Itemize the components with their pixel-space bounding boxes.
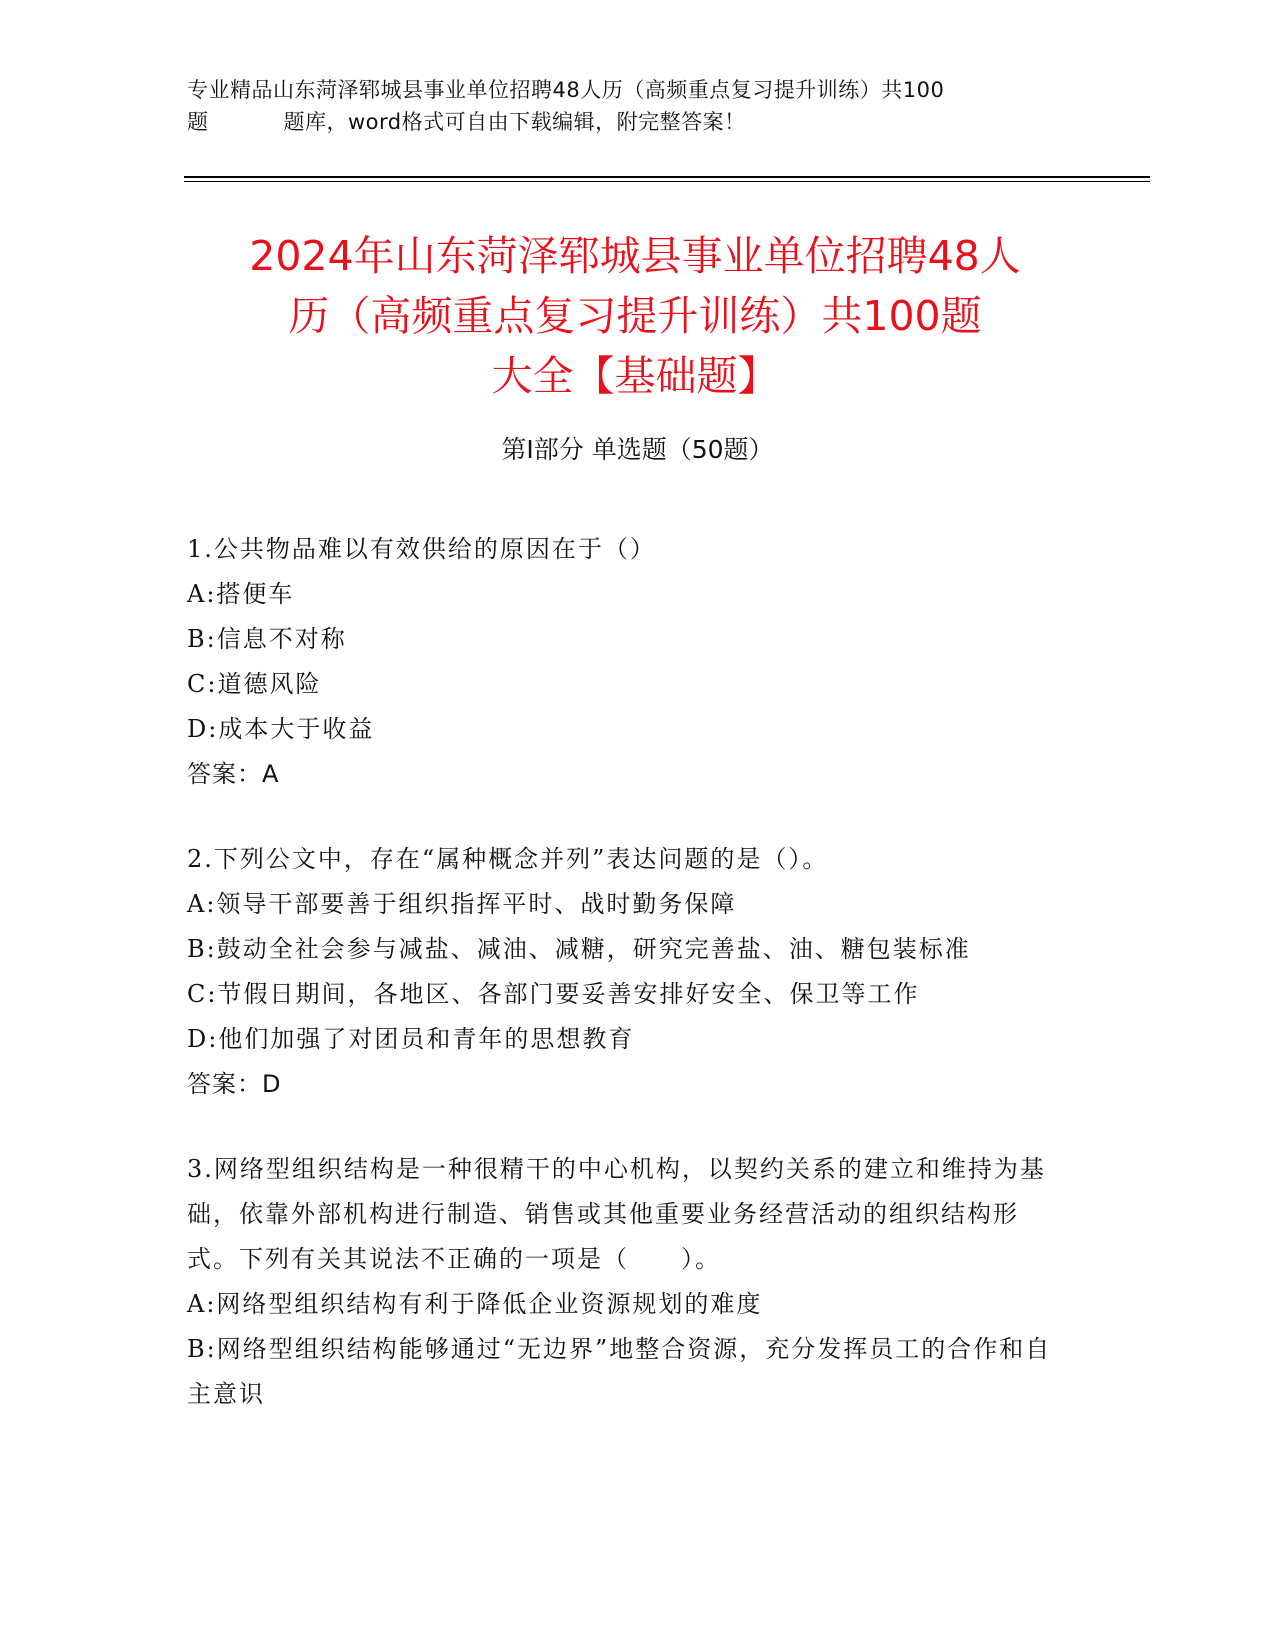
option-c: C:道德风险: [187, 670, 322, 698]
header-line-2-rest: 题库，word格式可自由下载编辑，附完整答案！: [283, 110, 746, 134]
option-b: B:信息不对称: [187, 625, 347, 653]
question-2: [187, 837, 1067, 1107]
title-line-2: 历（高频重点复习提升训练）共100题: [288, 292, 982, 340]
question-3: [187, 1147, 1067, 1417]
option-a: A:领导干部要善于组织指挥平时、战时勤务保障: [187, 890, 737, 918]
header-line-2: [187, 106, 1067, 138]
question-stem: 2.下列公文中，存在“属种概念并列”表达问题的是（）。: [187, 845, 829, 873]
question-list: [187, 527, 1067, 1457]
option-c: C:节假日期间，各地区、各部门要妥善安排好安全、保卫等工作: [187, 980, 920, 1008]
title-line-3: 大全【基础题】: [491, 352, 779, 400]
option-d: D:成本大于收益: [187, 715, 375, 743]
header-divider: [184, 176, 1150, 182]
answer: 答案：A: [187, 760, 280, 788]
option-b: B:网络型组织结构能够通过“无边界”地整合资源，充分发挥员工的合作和自主意识: [187, 1335, 1052, 1408]
answer: 答案：D: [187, 1070, 282, 1098]
question-1: [187, 527, 1067, 797]
question-stem: 3.网络型组织结构是一种很精干的中心机构，以契约关系的建立和维持为基础，依靠外部机构进行制造、销售或其他重要业务经营活动的组织结构形式。下列有关其说法不正确的一项是（ ）。: [187, 1155, 1046, 1273]
question-stem: 1.公共物品难以有效供给的原因在于（）: [187, 535, 656, 563]
option-a: A:搭便车: [187, 580, 295, 608]
option-a: A:网络型组织结构有利于降低企业资源规划的难度: [187, 1290, 763, 1318]
option-d: D:他们加强了对团员和青年的思想教育: [187, 1025, 635, 1053]
document-title: [120, 226, 1150, 406]
page-header: [187, 74, 1067, 138]
title-line-1: 2024年山东菏泽郓城县事业单位招聘48人: [249, 232, 1021, 280]
section-heading: 第Ⅰ部分 单选题（50题）: [501, 435, 774, 464]
option-b: B:鼓动全社会参与减盐、减油、减糖，研究完善盐、油、糖包装标准: [187, 935, 971, 963]
header-line-2-start: 题: [187, 110, 209, 134]
header-line-1: 专业精品山东菏泽郓城县事业单位招聘48人历（高频重点复习提升训练）共100: [187, 78, 945, 102]
